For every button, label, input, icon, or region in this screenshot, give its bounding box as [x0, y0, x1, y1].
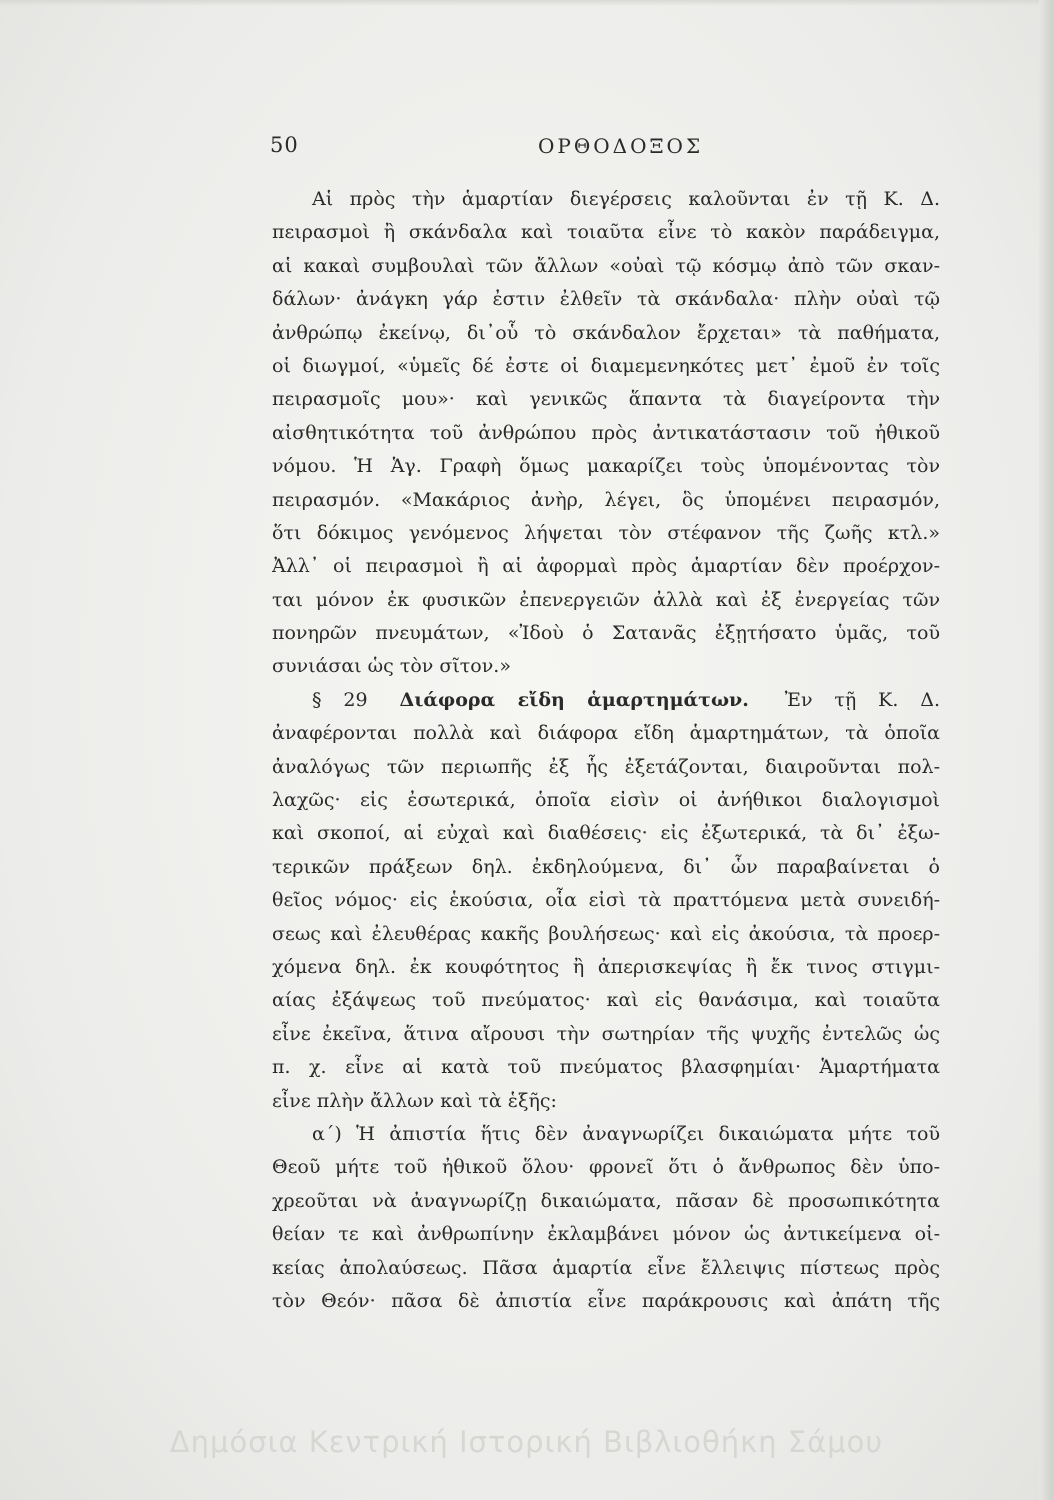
- text-line: κείας ἀπολαύσεως. Πᾶσα ἁμαρτία εἶνε ἔλλειψις πίστεως πρὸς: [272, 1256, 940, 1279]
- text-line: σεως καὶ ἐλευθέρας κακῆς βουλήσεως· καὶ εἰς ἀκούσια, τὰ προερ-: [272, 922, 940, 945]
- text-line: νόμου. Ἡ Ἁγ. Γραφὴ ὅμως μακαρίζει τοὺς ὑπομένοντας τὸν: [272, 455, 940, 478]
- text-line: π. χ. εἶνε αἱ κατὰ τοῦ πνεύματος βλασφημίαι· Ἁμαρτήματα: [272, 1056, 940, 1079]
- page-number: 50: [270, 133, 299, 157]
- running-title: ΟΡΘΟΔΟΞΟΣ: [538, 134, 704, 158]
- text-line: θεῖος νόμος· εἰς ἑκούσια, οἷα εἰσὶ τὰ πραττόμενα μετὰ συνειδή-: [272, 889, 940, 912]
- page-top-shadow: [0, 0, 1053, 6]
- text-line: καὶ σκοποί, αἱ εὐχαὶ καὶ διαθέσεις· εἰς ἐξωτερικά, τὰ δι᾽ ἐξω-: [272, 822, 940, 845]
- text-line: αίας ἐξάψεως τοῦ πνεύματος· καὶ εἰς θανάσιμα, καὶ τοιαῦτα: [272, 989, 940, 1012]
- text-line: Θεοῦ μήτε τοῦ ἠθικοῦ ὅλου· φρονεῖ ὅτι ὁ ἄνθρωπος δὲν ὑπο-: [272, 1156, 940, 1179]
- section-number: § 29: [312, 688, 368, 711]
- text-line: δάλων· ἀνάγκη γάρ ἐστιν ἐλθεῖν τὰ σκάνδαλα· πλὴν οὐαὶ τῷ: [272, 288, 940, 311]
- text-line: Αἱ πρὸς τὴν ἁμαρτίαν διεγέρσεις καλοῦνται ἐν τῇ Κ. Δ.: [312, 188, 940, 210]
- section-heading-line: [272, 684, 940, 717]
- text-line: τερικῶν πράξεων δηλ. ἐκδηλούμενα, δι᾽ ὧν παραβαίνεται ὁ: [272, 855, 940, 878]
- page-header: [270, 133, 970, 163]
- library-watermark: Δημόσια Κεντρική Ιστορική Βιβλιοθήκη Σάμου: [169, 1425, 884, 1459]
- text-line: α´) Ἡ ἀπιστία ἥτις δὲν ἀναγνωρίζει δικαιώματα μήτε τοῦ: [312, 1122, 940, 1145]
- text-line: ἀναλόγως τῶν περιωπῆς ἐξ ἧς ἐξετάζονται, διαιροῦνται πολ-: [272, 755, 940, 778]
- text-line: χρεοῦται νὰ ἀναγνωρίζῃ δικαιώματα, πᾶσαν δὲ προσωπικότητα: [272, 1189, 940, 1212]
- text-line: εἶνε πλὴν ἄλλων καὶ τὰ ἑξῆς:: [272, 1089, 557, 1112]
- page-right-edge: [1039, 0, 1053, 1500]
- section-heading: Διάφορα εἴδη ἁμαρτημάτων.: [399, 688, 749, 711]
- text-line: ἀναφέρονται πολλὰ καὶ διάφορα εἴδη ἁμαρτημάτων, τὰ ὁποῖα: [272, 722, 940, 745]
- text-line: πειρασμοῖς μου»· καὶ γενικῶς ἅπαντα τὰ διαγείροντα τὴν: [272, 388, 940, 411]
- text-line: εἶνε ἐκεῖνα, ἅτινα αἴρουσι τὴν σωτηρίαν τῆς ψυχῆς ἐντελῶς ὡς: [272, 1022, 940, 1045]
- text-line: οἱ διωγμοί, «ὑμεῖς δέ ἐστε οἱ διαμεμενηκότες μετ᾽ ἐμοῦ ἐν τοῖς: [272, 354, 940, 377]
- text-line: αἱ κακαὶ συμβουλαὶ τῶν ἄλλων «οὐαὶ τῷ κόσμῳ ἀπὸ τῶν σκαν-: [272, 254, 940, 277]
- text-line: αἰσθητικότητα τοῦ ἀνθρώπου πρὸς ἀντικατάστασιν τοῦ ἠθικοῦ: [272, 421, 940, 444]
- text-line: ται μόνον ἐκ φυσικῶν ἐπενεργειῶν ἀλλὰ καὶ ἐξ ἐνεργείας τῶν: [272, 588, 940, 611]
- text-line: τὸν Θεόν· πᾶσα δὲ ἀπιστία εἶνε παράκρουσις καὶ ἀπάτη τῆς: [272, 1289, 940, 1312]
- text-line: χόμενα δηλ. ἐκ κουφότητος ἢ ἀπερισκεψίας ἢ ἔκ τινος στιγμι-: [272, 955, 940, 978]
- section-first-line-rest: Ἐν τῇ Κ. Δ.: [784, 688, 940, 711]
- text-line: λαχῶς· εἰς ἐσωτερικά, ὁποῖα εἰσὶν οἱ ἀνήθικοι διαλογισμοὶ: [272, 789, 940, 812]
- text-line: Ἀλλ᾽ οἱ πειρασμοὶ ἢ αἱ ἀφορμαὶ πρὸς ἁμαρτίαν δὲν προέρχον-: [272, 555, 940, 578]
- text-line: πειρασμόν. «Μακάριος ἀνὴρ, λέγει, ὃς ὑπομένει πειρασμόν,: [272, 488, 940, 511]
- text-line: συνιάσαι ὡς τὸν σῖτον.»: [272, 655, 511, 678]
- text-line: θείαν τε καὶ ἀνθρωπίνην ἐκλαμβάνει μόνον ὡς ἀντικείμενα οἰ-: [272, 1223, 940, 1246]
- body-text: [272, 183, 940, 1318]
- text-line: ὅτι δόκιμος γενόμενος λήψεται τὸν στέφανον τῆς ζωῆς κτλ.»: [272, 521, 940, 544]
- text-line: πειρασμοὶ ἢ σκάνδαλα καὶ τοιαῦτα εἶνε τὸ κακὸν παράδειγμα,: [272, 221, 940, 244]
- text-line: ἀνθρώπῳ ἐκείνῳ, δι᾽οὗ τὸ σκάνδαλον ἔρχεται» τὰ παθήματα,: [272, 321, 940, 344]
- text-line: πονηρῶν πνευμάτων, «Ἰδοὺ ὁ Σατανᾶς ἐξῃτήσατο ὑμᾶς, τοῦ: [272, 622, 940, 645]
